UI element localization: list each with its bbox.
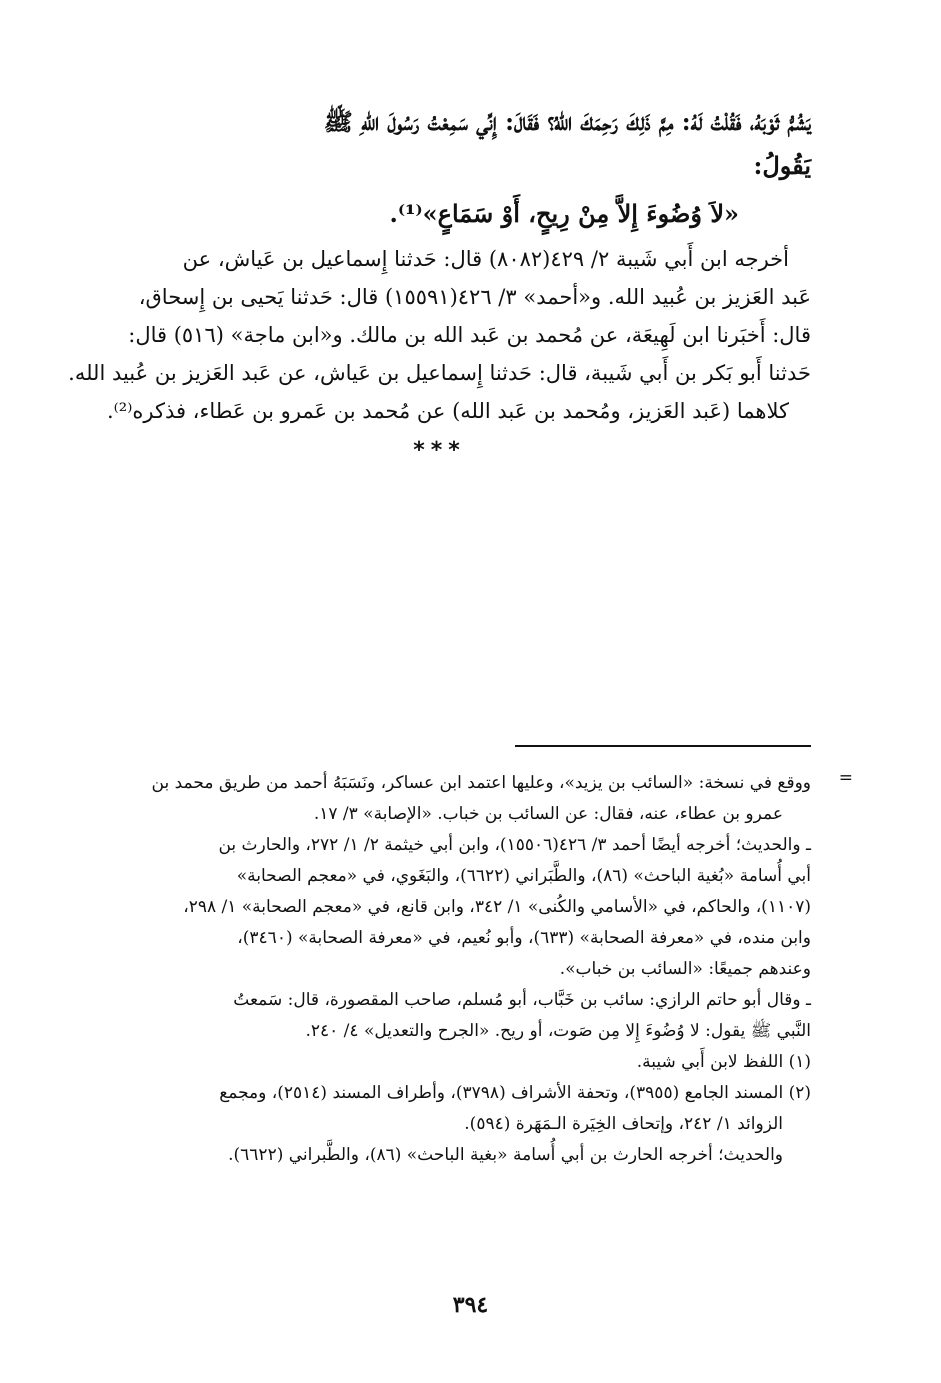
footnotes <box>68 768 853 1171</box>
continuation-marker: = <box>838 768 853 788</box>
footnote-line: ووقع في نسخة: «السائب بن يزيد»، وعليها اعتمد ابن عساكر، ونَسَبَهُ أحمد من طريق محمد بن <box>151 773 811 793</box>
footnote-line: والحديث؛ أخرجه الحارث بن أبي أُسامة «بغية الباحث» (٨٦)، والطَّبراني (٦٦٢٢). <box>228 1145 783 1165</box>
footnote-line: النَّبي ﷺ يقول: لا وُضُوءَ إِلا مِن صَوت، أو ريح. «الجرح والتعديل» ٤/ ٢٤٠. <box>305 1021 811 1041</box>
footnote-line: ـ وقال أبو حاتم الرازي: سائب بن خَبَّاب، أبو مُسلم، صاحب المقصورة، قال: سَمعتُ <box>233 990 811 1010</box>
takhrij-line: حَدثنا أَبو بَكر بن أَبي شَيبة، قال: حَدثنا إِسماعيل بن عَياش، عن عَبد العَزيز بن عُبيد الله. <box>68 361 811 385</box>
takhrij-line: كلاهما (عَبد العَزيز، ومُحمد بن عَبد الله) عن مُحمد بن عَمرو بن عَطاء، فذكره⁽²⁾. <box>106 399 789 423</box>
footnote-line: (١) اللفظ لابن أَبي شيبة. <box>636 1052 811 1072</box>
footnote-rule <box>515 745 811 747</box>
hadith-line: يَشُمُّ ثَوْبَهُ، فَقُلْتُ لَهُ: مِمَّ ذَلِكَ رَحِمَكَ اللهُ؟ فَقَالَ: إِنِّي سَمِعْتُ رَسُولَ اللهِ ﷺ <box>323 107 811 136</box>
footnote-line: وابن منده، في «معرفة الصحابة» (٦٣٣)، وأبو نُعيم، في «معرفة الصحابة» (٣٤٦٠)، <box>237 928 811 948</box>
section-separator: *** <box>413 438 466 463</box>
footnote-line: ـ والحديث؛ أخرجه أيضًا أحمد ٣/ ٤٢٦(١٥٥٠٦)، وابن أبي خيثمة ٢/ ١/ ٢٧٢، والحارث بن <box>218 835 811 855</box>
page-number: ٣٩٤ <box>452 1292 489 1318</box>
hadith-quote: «لاَ وُضُوءَ إِلاَّ مِنْ رِيحٍ، أَوْ سَمَاعٍ»⁽¹⁾. <box>389 199 739 228</box>
main-text <box>68 100 811 463</box>
footnote-line: أبي أُسامة «بُغية الباحث» (٨٦)، والطَّبَراني (٦٦٢٢)، والبَغَوي، في «معجم الصحابة» <box>236 866 811 886</box>
footnote-line: الزوائد ١/ ٢٤٢، وإتحاف الخِيَرة الـمَهَرة (٥٩٤). <box>464 1114 783 1134</box>
footnote-lines <box>68 768 811 1171</box>
takhrij-line: أخرجه ابن أَبي شَيبة ٢/ ٤٢٩(٨٠٨٢) قال: حَدثنا إِسماعيل بن عَياش، عن <box>182 247 789 271</box>
footnote-line: (٢) المسند الجامع (٣٩٥٥)، وتحفة الأشراف (٣٧٩٨)، وأطراف المسند (٢٥١٤)، ومجمع <box>219 1083 811 1103</box>
footnote-line: عمرو بن عطاء، عنه، فقال: عن السائب بن خباب. «الإصابة» ٣/ ١٧. <box>313 804 783 824</box>
footnote-line: (١١٠٧)، والحاكم، في «الأسامي والكُنى» ١/ ٣٤٢، وابن قانع، في «معجم الصحابة» ١/ ٢٩٨، <box>183 897 811 917</box>
takhrij-line: قال: أَخبَرنا ابن لَهِيعَة، عن مُحمد بن عَبد الله بن مالك. و«ابن ماجة» (٥١٦) قال: <box>128 323 811 347</box>
footnote-line: وعندهم جميعًا: «السائب بن خباب». <box>559 959 811 979</box>
takhrij-line: عَبد العَزيز بن عُبيد الله. و«أحمد» ٣/ ٤٢٦(١٥٥٩١) قال: حَدثنا يَحيى بن إِسحاق، <box>138 285 811 309</box>
hadith-line: يَقُولُ: <box>753 151 811 180</box>
